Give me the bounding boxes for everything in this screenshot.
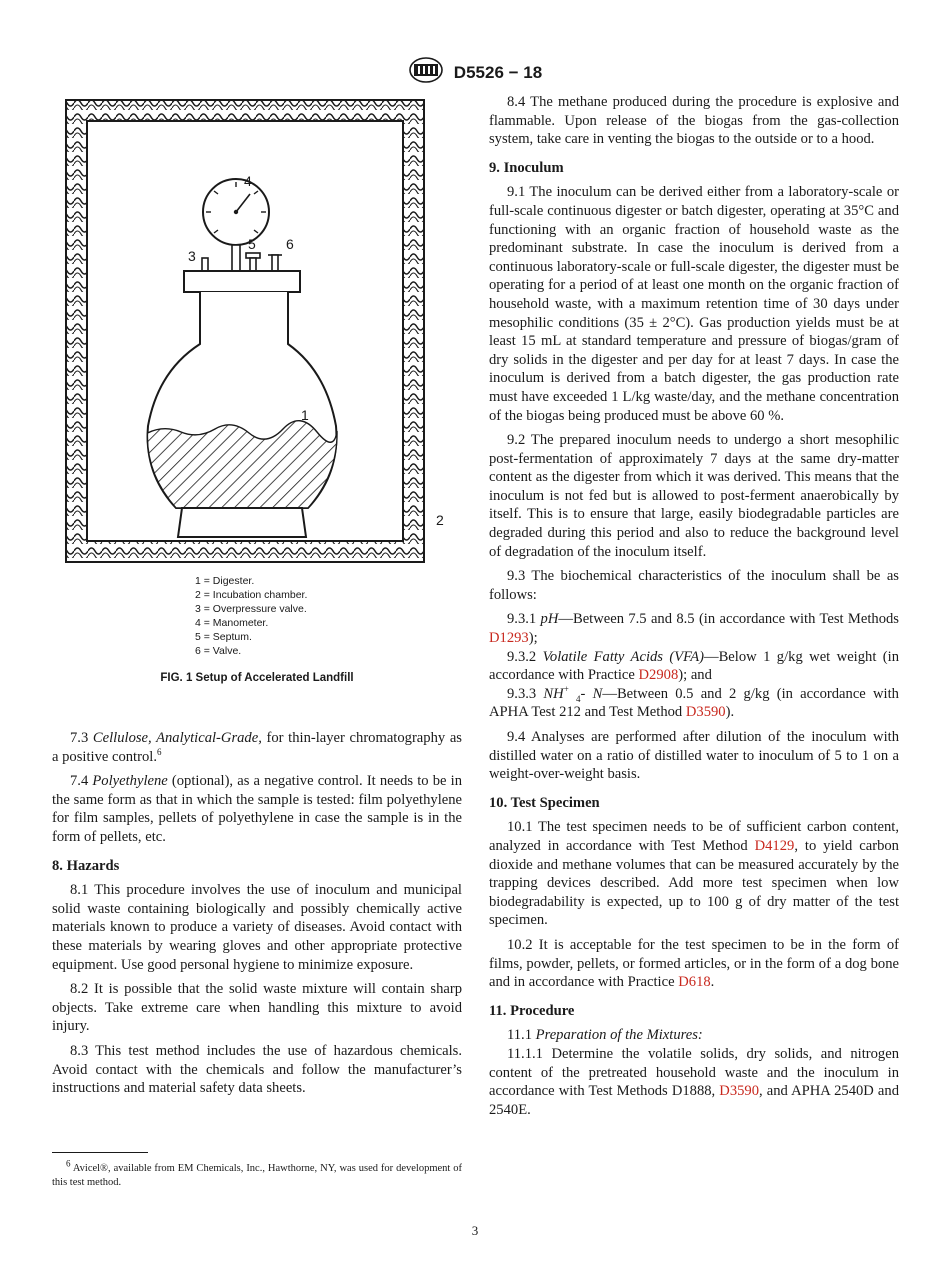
footnote-divider xyxy=(52,1152,148,1153)
paragraph-10-2: 10.2 It is acceptable for the test specimen to be in the form of films, powder, pellets, or formed articles, or in the form of a dog bone and in accordance with Practice D618. xyxy=(489,936,899,991)
paragraph-8-2: 8.2 It is possible that the solid waste mixture will contain sharp objects. Take extreme care when handling this mixture to avoid injury. xyxy=(52,981,462,1035)
page-number: 3 xyxy=(471,1223,479,1238)
paragraph-8-4: 8.4 The methane produced during the procedure is explosive and flammable. Upon release of the biogas from the gas-collection system, take care in venting the biogas to the outside or to a hood. xyxy=(489,94,899,148)
paragraph-10-1: 10.1 The test specimen needs to be of sufficient carbon content, analyzed in accordance with Test Method D4129, to yield carbon dioxide and methane volumes that can be measured accurately by the trapping devices described. Add more test specimen when low biodegradability is expected, up to 100 g of dry matter of the test specimen. xyxy=(489,819,899,929)
paragraph-9-3-1: 9.3.1 pH—Between 7.5 and 8.5 (in accordance with Test Methods D1293); xyxy=(489,611,899,647)
legend-item: 5 = Septum. xyxy=(195,631,252,643)
page-header xyxy=(0,56,950,89)
legend-item: 2 = Incubation chamber. xyxy=(195,589,308,601)
paragraph-7-3: 7.3 Cellulose, Analytical-Grade, for thin-layer chromatography as a positive control.$^6$ xyxy=(52,730,462,765)
section-heading-11: 11. Procedure xyxy=(489,1002,575,1019)
reference-link-d2908[interactable]: D2908 xyxy=(638,667,679,684)
paragraph-9-1: 9.1 The inoculum can be derived either from a laboratory-scale or full-scale continuous digester or batch digester, operating at 35°C and functioning with an organic fraction of household waste as the predominant substrate. In case the inoculum is derived from a continuous laboratory-scale or full-scale digester, the digester must be operating for a period of at least one month on the organic fraction of household waste, with a maximum retention time of 30 days under mesophilic conditions (35 ± 2°C). Gas production yields must be at least 15 mL at standard temperature and pressure of biogas/gram of dry solids in the digester and per day for at least 7 days. In case the inoculum is derived from a batch digester, the gas production rate must have exceeded 1 L/kg waste/day, and the methane concentration of the biogas being produced must be above 60 %. xyxy=(489,184,899,424)
reference-link-d618[interactable]: D618 xyxy=(678,974,711,991)
legend-item: 6 = Valve. xyxy=(195,645,242,657)
astm-logo-icon xyxy=(408,56,444,89)
legend-item: 3 = Overpressure valve. xyxy=(195,603,307,615)
paragraph-7-4: 7.4 Polyethylene (optional), as a negative control. It needs to be in the same form as that in which the sample is tested: film polyethylene for film samples, pellets of polyethylene in case the sample is in the form of pellets, etc. xyxy=(52,773,462,845)
label-4: 4 xyxy=(244,173,252,189)
reference-link-d3590[interactable]: D3590 xyxy=(685,704,726,721)
legend-item: 1 = Digester. xyxy=(195,575,255,587)
paragraph-8-1: 8.1 This procedure involves the use of inoculum and municipal solid waste containing biologically and possibly chemically active materials known to produce a variety of diseases. Avoid contact with these materials by wearing gloves and other appropriate protective equipment. Use good personal hygiene to minimize exposure. xyxy=(52,882,462,973)
digester-lid xyxy=(184,271,300,292)
label-6: 6 xyxy=(286,236,294,252)
section-heading-9: 9. Inoculum xyxy=(489,159,564,176)
legend-item: 4 = Manometer. xyxy=(195,617,269,629)
left-column xyxy=(52,729,462,1104)
figure-legend xyxy=(195,574,307,658)
label-1: 1 xyxy=(301,407,309,423)
label-5: 5 xyxy=(248,236,256,252)
right-column xyxy=(489,93,899,1125)
section-heading-8: 8. Hazards xyxy=(52,857,120,874)
paragraph-9-3-2: 9.3.2 Volatile Fatty Acids (VFA)—Below 1 g/kg wet weight (in accordance with Practice D2908); and xyxy=(489,648,899,684)
paragraph-9-3-3: 9.3.3 NH+ $_4$- N—Between 0.5 and 2 g/kg (in accordance with APHA Test 212 and Test Method D3590). xyxy=(489,683,899,721)
reference-link-d1293[interactable]: D1293 xyxy=(489,630,529,647)
standard-designation: D5526 − 18 xyxy=(453,62,543,82)
section-heading-10: 10. Test Specimen xyxy=(489,794,600,811)
footnote: $^6$ Avicel®, available from EM Chemicals, Inc., Hawthorne, NY, was used for development of this test method. xyxy=(52,1158,462,1188)
label-2: 2 xyxy=(436,512,444,528)
paragraph-9-4: 9.4 Analyses are performed after dilution of the inoculum with distilled water on a ratio of distilled water to inoculum of 5 to 1 on a weight-over-weight basis. xyxy=(489,729,899,783)
reference-link-d3590-2[interactable]: D3590 xyxy=(719,1083,760,1100)
label-3: 3 xyxy=(188,248,196,264)
reference-link-d4129[interactable]: D4129 xyxy=(754,837,795,854)
paragraph-8-3: 8.3 This test method includes the use of hazardous chemicals. Avoid contact with the chemicals and follow the manufacturer’s instructions and material safety data sheets. xyxy=(52,1042,462,1097)
paragraph-11-1: 11.1 Preparation of the Mixtures: xyxy=(507,1027,703,1044)
figure-caption: FIG. 1 Setup of Accelerated Landfill xyxy=(160,672,354,684)
paragraph-11-1-1: 11.1.1 Determine the volatile solids, dry solids, and nitrogen content of the pretreated household waste and the inoculum in accordance with Test Methods D1888, D3590, and APHA 2540D and 2540E. xyxy=(489,1045,899,1118)
overpressure-valve xyxy=(202,258,208,271)
paragraph-9-2: 9.2 The prepared inoculum needs to undergo a short mesophilic post-fermentation of approximately 7 days at the same dry-matter content as the digester from which it was derived. This means that the inoculum is not fed but is allowed to post-ferment anaerobically by itself. This is to ensure that large, easily biodegradable particles are degraded during this period and also to reduce the background level of degradation of the inoculum itself. xyxy=(489,432,899,560)
paragraph-9-3: 9.3 The biochemical characteristics of the inoculum shall be as follows: xyxy=(489,568,899,603)
landfill-setup-figure xyxy=(60,96,460,566)
